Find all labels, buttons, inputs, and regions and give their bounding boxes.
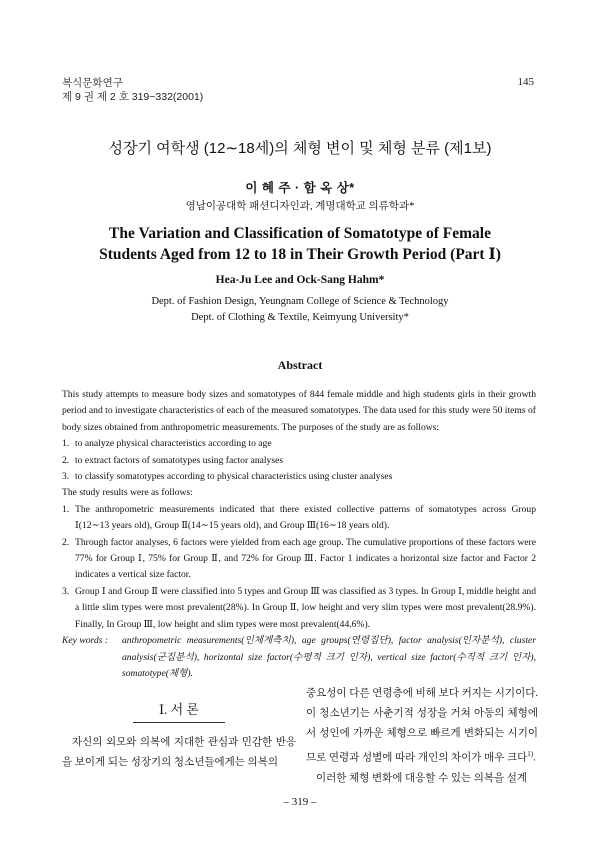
title-english-line-1: The Variation and Classification of Somatotype of Female xyxy=(109,225,491,242)
results-intro: The study results were as follows: xyxy=(62,487,193,499)
journal-volume: 제 9 권 제 2 호 319~332(2001) xyxy=(62,91,204,103)
result-item xyxy=(62,584,536,633)
section-heading xyxy=(62,700,296,723)
affiliation-korean: 영남이공대학 패션디자인과, 계명대학교 의류학과* xyxy=(185,201,415,212)
footnote-ref: 1) xyxy=(527,750,534,758)
keywords-text: anthropometric measurements(인체계측치), age groups(연령집단), factor analysis(인자분석), cluster analysis(군집분석), horizontal size factor(수평적 크기 인자), vertical size factor(수직적 크기 인자), somatotype(체형). xyxy=(122,635,536,679)
authors-english: Hea-Ju Lee and Ock-Sang Hahm* xyxy=(215,274,385,286)
result-number: 2. xyxy=(62,536,70,548)
body-paragraph-right-2: 이러한 체형 변화에 대응할 수 있는 의복을 설계 xyxy=(316,772,528,784)
section-title: Ⅰ. 서 론 xyxy=(158,702,199,717)
result-item xyxy=(62,535,536,584)
affiliation-english xyxy=(0,294,600,326)
body-paragraph-left: 자신의 외모와 의복에 지대한 관심과 민감한 반응을 보이게 되는 성장기의 청소년들에게는 의복의 xyxy=(62,737,296,768)
affiliation-english-line-1: Dept. of Fashion Design, Yeungnam College of Science & Technology xyxy=(151,296,449,307)
header-page-number: 145 xyxy=(517,76,534,88)
abstract-heading: Abstract xyxy=(277,358,323,372)
result-text: The anthropometric measurements indicated that there existed collective patterns of somatotypes across Group Ⅰ(12∼13 years old), Group Ⅱ(14∼15 years old), and Group Ⅲ(16∼18 years old). xyxy=(75,503,536,532)
body-text-end: . xyxy=(533,752,536,764)
title-korean: 성장기 여학생 (12∼18세)의 체형 변이 및 체형 분류 (제1보) xyxy=(108,140,492,157)
abstract-body xyxy=(62,387,536,682)
body-column-right xyxy=(306,684,538,789)
journal-name: 복식문화연구 xyxy=(62,77,123,89)
title-english-line-2: Students Aged from 12 to 18 in Their Growth Period (Part Ⅰ) xyxy=(99,246,501,263)
purpose-item xyxy=(62,453,536,469)
purpose-text: to analyze physical characteristics according to age xyxy=(75,438,272,450)
purpose-number: 3. xyxy=(62,471,70,483)
result-item xyxy=(62,502,536,535)
section-underline xyxy=(133,722,225,723)
purpose-number: 1. xyxy=(62,438,70,450)
result-text: Through factor analyses, 6 factors were yielded from each age group. The cumulative proportions of these factors were 77% for Group Ⅰ, 75% for Group Ⅱ, and 72% for Group Ⅲ. Factor 1 indicates a horizontal size factor and Factor 2 indicates a vertical size factor. xyxy=(75,536,536,581)
title-english xyxy=(0,223,600,265)
purpose-item xyxy=(62,469,536,485)
affiliation-english-line-2: Dept. of Clothing & Textile, Keimyung University* xyxy=(191,312,409,323)
purpose-number: 2. xyxy=(62,454,70,466)
body-text: 중요성이 다른 연령층에 비해 보다 커지는 시기이다. 이 청소년기는 사춘기적 성장을 거쳐 아동의 체형에서 성인에 가까운 체형으로 빠르게 변화되는 시기이므로 연령과 성별에 따라 개인의 차이가 매우 크다 xyxy=(306,688,538,764)
purpose-text: to classify somatotypes according to physical characteristics using cluster analyses xyxy=(75,471,393,483)
keywords xyxy=(62,633,536,682)
abstract-intro: This study attempts to measure body sizes and somatotypes of 844 female middle and high students girls in their growth period and to investigate characteristics of each of the measured somatotypes. The data used for this study were 50 items of body sizes obtained from anthropometric measurements. The purposes of the study are as follows: xyxy=(62,389,536,433)
purpose-item xyxy=(62,436,536,452)
journal-info xyxy=(62,76,203,104)
keywords-label: Key words : xyxy=(62,635,109,647)
result-text: Group Ⅰ and Group Ⅱ were classified into 5 types and Group Ⅲ was classified as 3 types. In Group Ⅰ, middle height and a little slim types were most prevalent(28%). In Group Ⅱ, low height and very slim types were most prevalent(28.9%). Finally, In Group Ⅲ, low height and slim types were most prevalent(44.6%). xyxy=(75,585,536,630)
result-number: 1. xyxy=(62,503,70,515)
authors-korean: 이 혜 주 · 함 옥 상* xyxy=(245,181,355,195)
result-number: 3. xyxy=(62,585,70,597)
purpose-text: to extract factors of somatotypes using factor analyses xyxy=(75,454,284,466)
footer-page-number: – 319 – xyxy=(283,796,317,808)
body-column-left xyxy=(62,700,296,773)
body-paragraph-right-1 xyxy=(306,684,538,769)
